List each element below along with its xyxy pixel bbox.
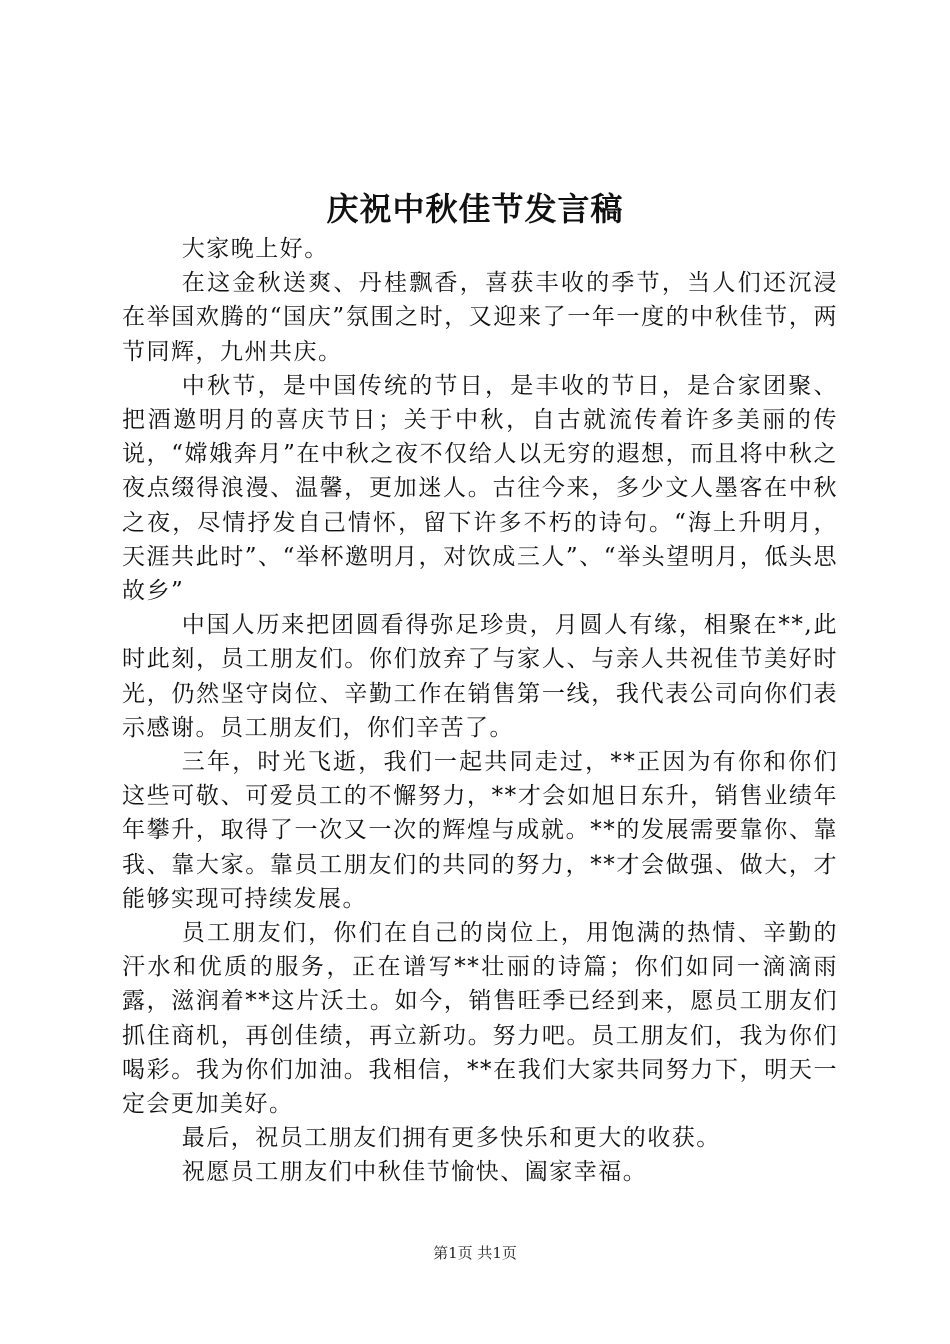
paragraph-encouragement: 员工朋友们，你们在自己的岗位上，用饱满的热情、辛勤的汗水和优质的服务，正在谱写**壮丽的诗篇；你们如同一滴滴雨露，滋润着**这片沃土。如今，销售旺季已经到来，愿员工朋友们抓住商机，再创佳绩，再立新功。努力吧。员工朋友们，我为你们喝彩。我为你们加油。我相信，**在我们大家共同努力下，明天一定会更加美好。 [122,920,838,1118]
paragraph-thanks-employees: 中国人历来把团圆看得弥足珍贵，月圆人有缘，相聚在**,此时此刻，员工朋友们。你们放弃了与家人、与亲人共祝佳节美好时光，仍然坚守岗位、辛勤工作在销售第一线，我代表公司向你们表示感谢。员工朋友们，你们辛苦了。 [122,612,838,741]
page-number-footer: 第1页 共1页 [433,1244,517,1262]
document-title: 庆祝中秋佳节发言稿 [326,190,624,228]
paragraph-three-years: 三年，时光飞逝，我们一起共同走过，**正因为有你和你们这些可敬、可爱员工的不懈努力，**才会如旭日东升，销售业绩年年攀升，取得了一次又一次的辉煌与成就。**的发展需要靠你、靠我、靠大家。靠员工朋友们的共同的努力，**才会做强、做大，才能够实现可持续发展。 [122,749,838,912]
paragraph-final-wishes: 最后，祝员工朋友们拥有更多快乐和更大的收获。 [181,1125,721,1152]
paragraph-mid-autumn-tradition: 中秋节，是中国传统的节日，是丰收的节日，是合家团聚、把酒邀明月的喜庆节日；关于中秋，自古就流传着许多美丽的传说，“嫦娥奔月”在中秋之夜不仅给人以无穷的遐想，而且将中秋之夜点缀得浪漫、温馨，更加迷人。古往今来，多少文人墨客在中秋之夜，尽情抒发自己情怀，留下许多不朽的诗句。“海上升明月，天涯共此时”、“举杯邀明月，对饮成三人”、“举头望明月，低头思故乡” [122,372,838,605]
paragraph-greeting: 大家晚上好。 [181,236,329,262]
document-body [122,232,838,1190]
paragraph-autumn-season: 在这金秋送爽、丹桂飘香，喜获丰收的季节，当人们还沉浸在举国欢腾的“国庆”氛围之时，又迎来了一年一度的中秋佳节，两节同辉，九州共庆。 [122,270,838,365]
paragraph-closing-blessing: 祝愿员工朋友们中秋佳节愉快、阖家幸福。 [181,1159,648,1186]
